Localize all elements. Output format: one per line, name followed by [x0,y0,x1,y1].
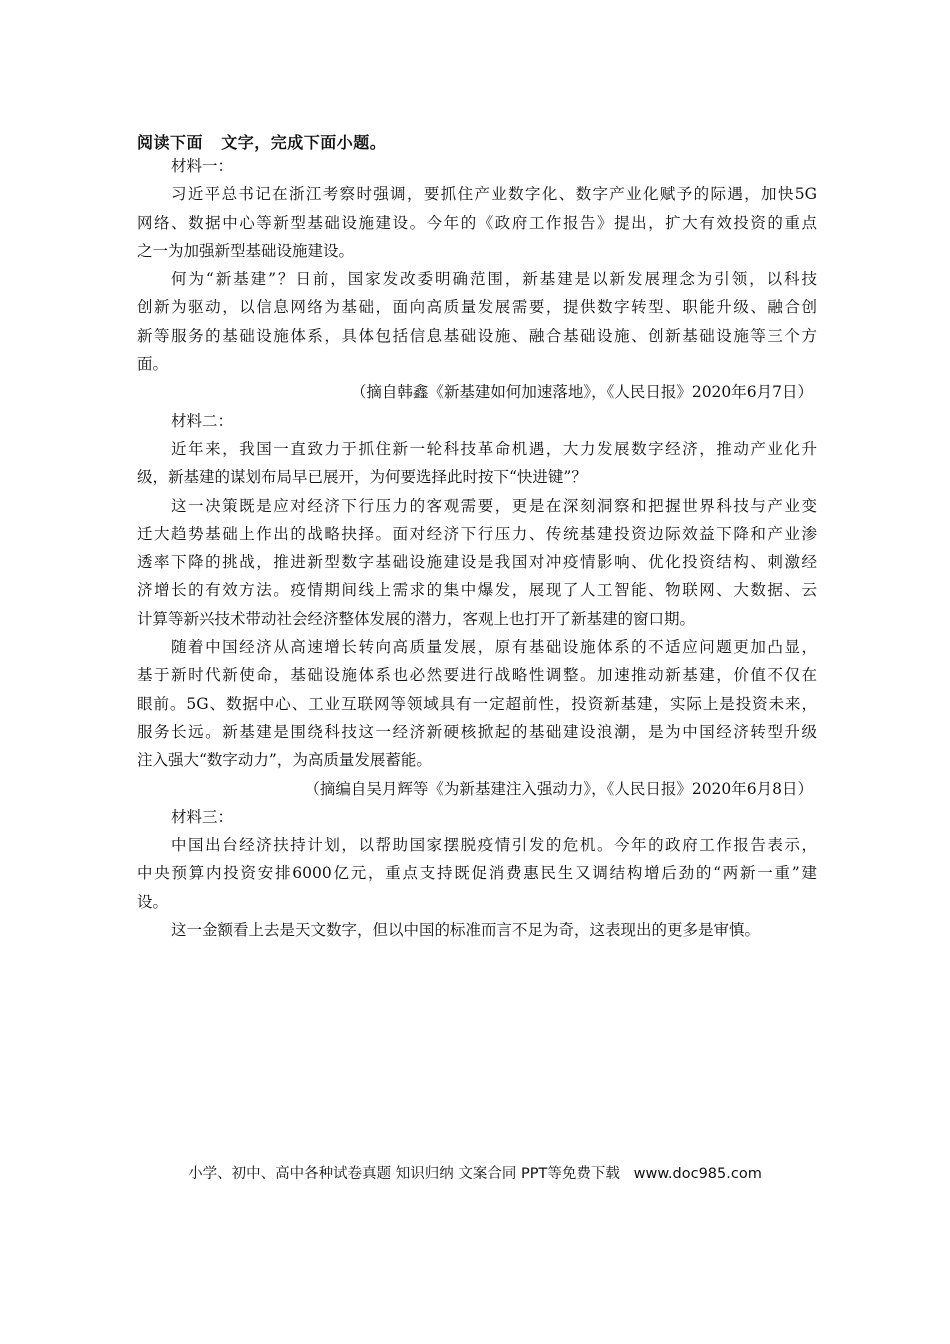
paragraph-line: 服务长远。新基建是围绕科技这一经济新硬核掀起的基础建设浪潮，是为中国经济转型升级 [137,722,817,741]
paragraph-line: 创新为驱动，以信息网络为基础，面向高质量发展需要，提供数字转型、职能升级、融合创 [137,298,817,317]
material-3-label: 材料三： [171,807,234,826]
paragraph-line: 中国出台经济扶持计划，以帮助国家摆脱疫情引发的危机。今年的政府工作报告表示， [171,836,817,855]
material-1-source: （摘自韩鑫《新基建如何加速落地》，《人民日报》2020年6月7日） [350,383,813,402]
paragraph-line: 计算等新兴技术带动社会经济整体发展的潜力，客观上也打开了新基建的窗口期。 [137,609,696,628]
paragraph-line: 透率下降的挑战，推进新型数字基础设施建设是我国对冲疫情影响、优化投资结构、刺激经 [137,553,817,572]
footer-watermark: 小学、初中、高中各种试卷真题 知识归纳 文案合同 PPT等免费下载 www.doc985.com [188,1166,762,1182]
paragraph-line: 设。 [137,892,169,911]
material-2-label: 材料二： [171,411,234,430]
paragraph-line: 这一决策既是应对经济下行压力的客观需要，更是在深刻洞察和把握世界科技与产业变 [171,496,817,515]
paragraph-line: 注入强大“数字动力”，为高质量发展蓄能。 [137,751,432,770]
paragraph-line: 网络、数据中心等新型基础设施建设。今年的《政府工作报告》提出，扩大有效投资的重点 [137,213,817,232]
instruction-heading: 阅读下面 文字，完成下面小题。 [137,133,387,152]
paragraph-line: 济增长的有效方法。疫情期间线上需求的集中爆发，展现了人工智能、物联网、大数据、云 [137,581,817,600]
paragraph-line: 迁大趋势基础上作出的战略抉择。面对经济下行压力、传统基建投资边际效益下降和产业渗 [137,524,817,543]
paragraph-line: 级，新基建的谋划布局早已展开，为何要选择此时按下“快进键”？ [137,468,587,487]
reading-passage [137,152,817,944]
paragraph-line: 近年来，我国一直致力于抓住新一轮科技革命机遇，大力发展数字经济，推动产业化升 [171,439,817,458]
paragraph-line: 这一金额看上去是天文数字，但以中国的标准而言不足为奇，这表现出的更多是审慎。 [171,921,761,940]
paragraph-line: 新等服务的基础设施体系，具体包括信息基础设施、融合基础设施、创新基础设施等三个方 [137,326,817,345]
paragraph-line: 眼前。5G、数据中心、工业互联网等领域具有一定超前性，投资新基建，实际上是投资未来， [137,694,817,713]
paragraph-line: 中央预算内投资安排6000亿元，重点支持既促消费惠民生又调结构增后劲的“两新一重”建 [137,864,817,883]
paragraph-line: 习近平总书记在浙江考察时强调，要抓住产业数字化、数字产业化赋予的际遇，加快5G [171,185,817,204]
paragraph-line: 之一为加强新型基础设施建设。 [137,241,355,260]
paragraph-line: 基于新时代新使命，基础设施体系也必然要进行战略性调整。加速推动新基建，价值不仅在 [137,666,817,685]
paragraph-line: 何为“新基建”？日前，国家发改委明确范围，新基建是以新发展理念为引领，以科技 [171,270,817,289]
paragraph-line: 面。 [137,355,169,374]
material-2-source: （摘编自吴月辉等《为新基建注入强动力》，《人民日报》2020年6月8日） [304,779,813,798]
paragraph-line: 随着中国经济从高速增长转向高质量发展，原有基础设施体系的不适应问题更加凸显， [171,638,817,657]
material-1-label: 材料一： [171,157,234,175]
